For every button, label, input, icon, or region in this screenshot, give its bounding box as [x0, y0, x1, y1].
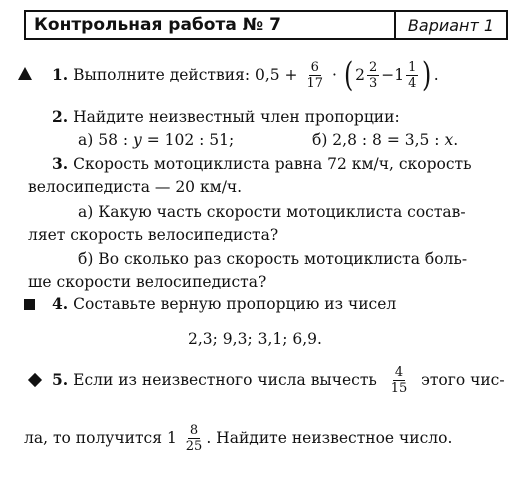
problem-1: [52, 55, 439, 95]
period: .: [433, 66, 439, 84]
problem-text: Составьте верную пропорцию из чисел: [73, 295, 397, 313]
problem-number: 5.: [52, 370, 69, 389]
fraction: [184, 424, 205, 453]
numerator: 2: [369, 59, 378, 75]
problem-5: [52, 360, 505, 400]
fraction: [305, 61, 326, 90]
problem-2: [52, 107, 400, 127]
numerator: 8: [189, 422, 199, 438]
diamond-icon: [28, 373, 42, 387]
problem-number: 1.: [52, 65, 69, 84]
denominator: 17: [306, 75, 324, 91]
whole-part: 1: [394, 66, 405, 84]
numerator: 1: [408, 59, 417, 75]
fraction: [389, 366, 410, 395]
variant-label: Вариант 1: [394, 12, 506, 38]
problem-number: 4.: [52, 294, 69, 313]
fraction: [406, 61, 418, 90]
fraction: [367, 61, 379, 90]
problem-4: [52, 294, 396, 314]
denominator: 25: [185, 438, 203, 454]
triangle-icon: [18, 67, 32, 80]
number-list: 2,3; 9,3; 3,1; 6,9.: [188, 330, 322, 348]
denominator: 15: [390, 380, 408, 396]
whole-part: 2: [355, 66, 365, 84]
square-icon: [24, 299, 35, 310]
problem-3-part-a: а) Какую часть скорости мотоциклиста состав-: [78, 203, 466, 221]
problem-3-part-a-cont: ляет скорость велосипедиста?: [28, 226, 279, 244]
problem-3-part-b: б) Во сколько раз скорость мотоциклиста боль-: [78, 250, 468, 268]
problem-2-part-b: б) 2,8 : 8 = 3,5 : x.: [312, 131, 459, 149]
problem-3: [52, 154, 472, 174]
open-paren: (: [343, 55, 354, 95]
problem-3-part-b-cont: ше скорости велосипедиста?: [28, 273, 267, 291]
problem-text: Найдите неизвестный член пропорции:: [73, 108, 400, 126]
mixed-number: [167, 424, 206, 453]
problem-text-cont: этого чис-: [421, 371, 505, 389]
problem-3-line-2: велосипедиста — 20 км/ч.: [28, 178, 243, 196]
problem-text: ла, то получится: [24, 429, 163, 447]
numerator: 6: [310, 59, 319, 75]
problem-number: 3.: [52, 154, 69, 173]
page-title: Контрольная работа № 7: [34, 15, 281, 35]
problem-2-part-a: а) 58 : y = 102 : 51;: [78, 131, 235, 149]
problem-5-line-2: [24, 418, 452, 458]
problem-text-end: . Найдите неизвестное число.: [206, 429, 453, 447]
problem-number: 2.: [52, 107, 69, 126]
denominator: 4: [408, 75, 417, 91]
whole-part: 1: [166, 429, 177, 447]
numerator: 4: [394, 364, 404, 380]
multiply-sign: ·: [331, 66, 337, 84]
problem-text: Скорость мотоциклиста равна 72 км/ч, скорость: [73, 155, 472, 173]
denominator: 3: [369, 75, 378, 91]
close-paren: ): [422, 55, 432, 95]
problem-text: Если из неизвестного числа вычесть: [73, 371, 377, 389]
worksheet-header: [24, 10, 508, 40]
problem-text: Выполните действия: 0,5 +: [73, 66, 298, 84]
mixed-number: [394, 61, 420, 90]
minus-sign: −: [381, 66, 395, 84]
mixed-number: [355, 61, 381, 90]
